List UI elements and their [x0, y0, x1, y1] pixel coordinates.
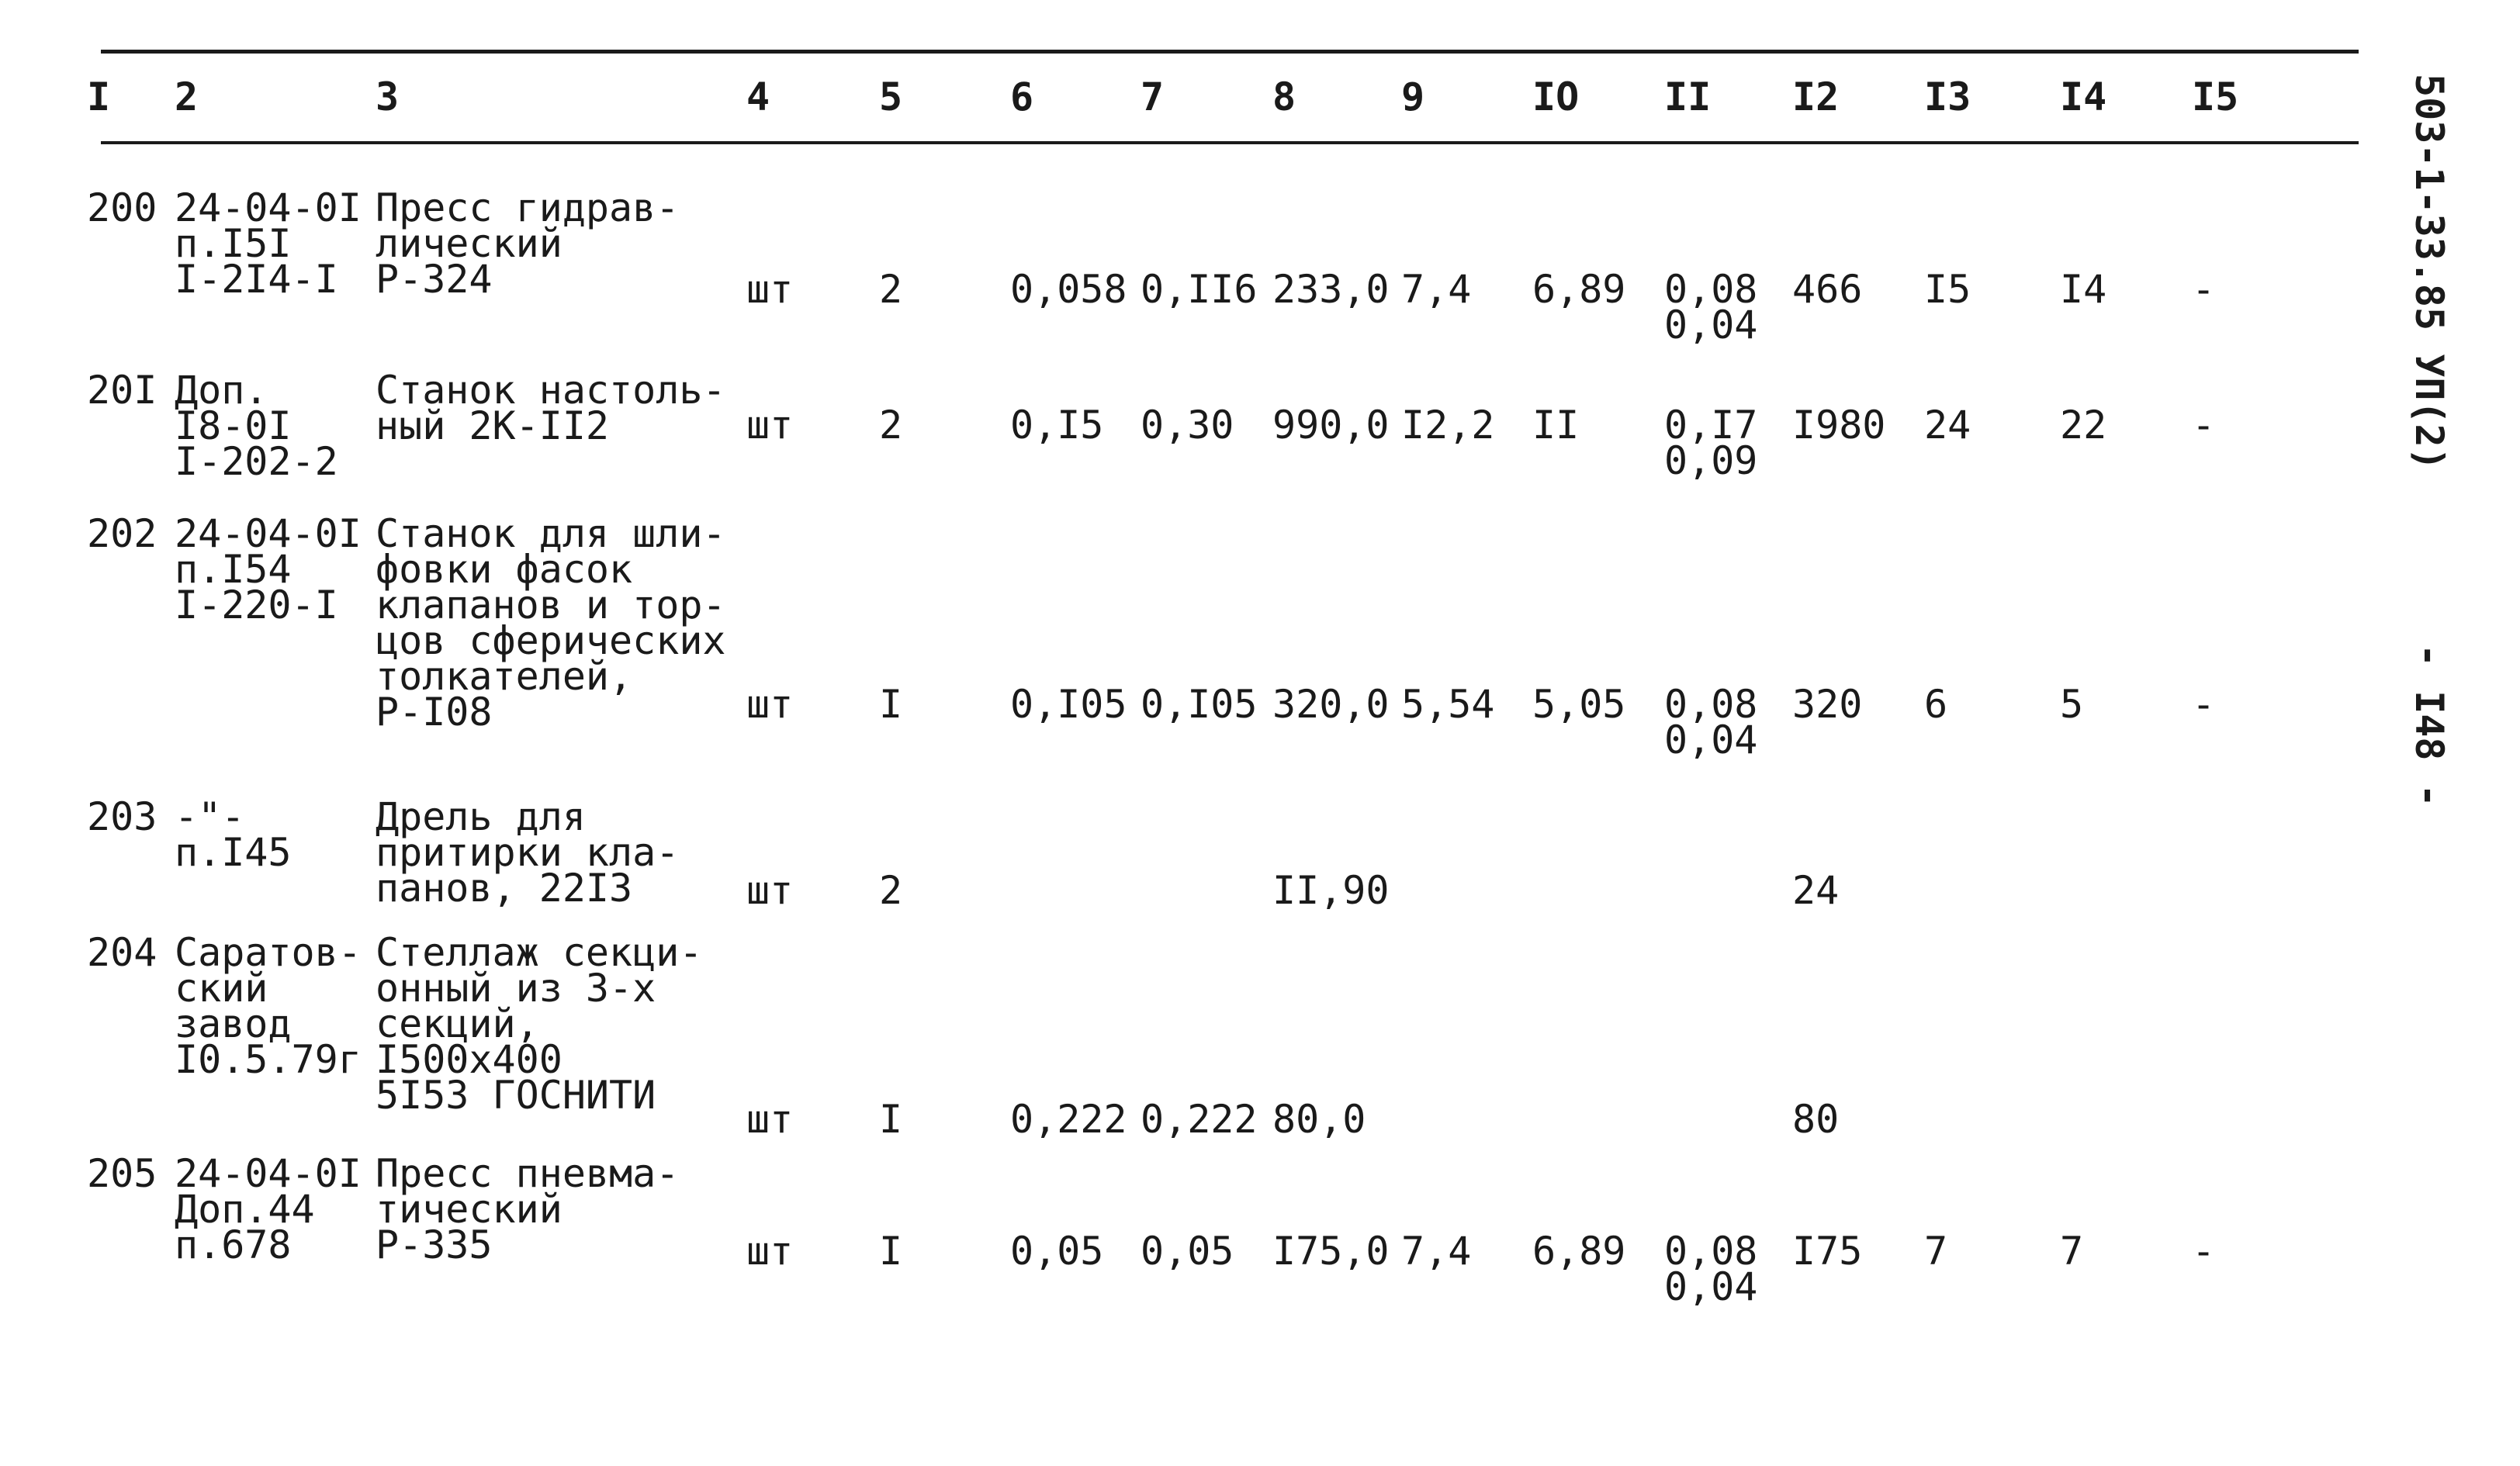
- cell-c7: 0,05: [1141, 1229, 1234, 1274]
- cell-c4: шт: [746, 267, 794, 312]
- column-header-7: 7: [1141, 74, 1165, 119]
- column-header-10: IO: [1532, 74, 1580, 119]
- cell-c10: 6,89: [1532, 267, 1626, 312]
- column-header-1: I: [87, 74, 111, 119]
- cell-c2: 24-04-0I п.I54 I-220-I: [175, 511, 362, 628]
- cell-c4: шт: [746, 1097, 794, 1142]
- cell-c8: 990,0: [1272, 403, 1390, 448]
- cell-num: 202: [87, 511, 158, 556]
- cell-c13: 6: [1924, 682, 1948, 727]
- column-header-14: I4: [2060, 74, 2107, 119]
- cell-c2: Саратов- ский завод I0.5.79г: [175, 930, 362, 1082]
- cell-num: 205: [87, 1151, 158, 1196]
- cell-c8: II,90: [1272, 868, 1390, 913]
- cell-c7: 0,222: [1141, 1097, 1258, 1142]
- cell-c6: 0,058: [1010, 267, 1127, 312]
- cell-c7: 0,30: [1141, 403, 1234, 448]
- cell-num: 200: [87, 185, 158, 230]
- cell-c9: 7,4: [1401, 267, 1472, 312]
- cell-c12: 80: [1792, 1097, 1840, 1142]
- cell-c11: 0,08 0,04: [1664, 1229, 1758, 1309]
- cell-c12: I980: [1792, 403, 1886, 448]
- cell-c4: шт: [746, 403, 794, 448]
- column-header-11: II: [1664, 74, 1712, 119]
- cell-c6: 0,222: [1010, 1097, 1127, 1142]
- cell-c13: 7: [1924, 1229, 1948, 1274]
- cell-c6: 0,I5: [1010, 403, 1104, 448]
- cell-c2: -"- п.I45: [175, 794, 292, 875]
- cell-c8: I75,0: [1272, 1229, 1390, 1274]
- column-header-15: I5: [2192, 74, 2239, 119]
- cell-c6: 0,05: [1010, 1229, 1104, 1274]
- column-header-2: 2: [175, 74, 199, 119]
- page-number: - I48 -: [2407, 644, 2452, 807]
- cell-c12: 466: [1792, 267, 1863, 312]
- cell-c6: 0,I05: [1010, 682, 1127, 727]
- cell-c8: 233,0: [1272, 267, 1390, 312]
- cell-c10: 5,05: [1532, 682, 1626, 727]
- cell-c7: 0,II6: [1141, 267, 1258, 312]
- cell-num: 203: [87, 794, 158, 839]
- cell-c2: Доп. I8-0I I-202-2: [175, 368, 338, 484]
- cell-c15: -: [2192, 403, 2216, 448]
- cell-c8: 80,0: [1272, 1097, 1366, 1142]
- cell-c9: I2,2: [1401, 403, 1495, 448]
- cell-c3: Стеллаж секци- онный из 3-х секций, I500х400 5I53 ГОСНИТИ: [376, 930, 703, 1118]
- cell-c5: 2: [879, 267, 903, 312]
- cell-c3: Пресс пневма- тический Р-335: [376, 1151, 680, 1267]
- header-rule: [101, 141, 2359, 144]
- cell-c5: 2: [879, 403, 903, 448]
- cell-c5: I: [879, 1097, 903, 1142]
- cell-c14: 5: [2060, 682, 2084, 727]
- cell-c14: 7: [2060, 1229, 2084, 1274]
- cell-c10: II: [1532, 403, 1580, 448]
- cell-num: 20I: [87, 368, 158, 413]
- cell-c8: 320,0: [1272, 682, 1390, 727]
- cell-c13: 24: [1924, 403, 1971, 448]
- cell-c7: 0,I05: [1141, 682, 1258, 727]
- column-header-5: 5: [879, 74, 903, 119]
- cell-c4: шт: [746, 682, 794, 727]
- cell-c11: 0,08 0,04: [1664, 267, 1758, 347]
- cell-c5: I: [879, 1229, 903, 1274]
- cell-c3: Станок настоль- ный 2К-II2: [376, 368, 726, 448]
- cell-c13: I5: [1924, 267, 1971, 312]
- cell-c12: 24: [1792, 868, 1840, 913]
- column-header-12: I2: [1792, 74, 1840, 119]
- cell-c15: -: [2192, 1229, 2216, 1274]
- cell-c9: 5,54: [1401, 682, 1495, 727]
- document-code: 503-1-33.85 УП(2): [2407, 74, 2452, 471]
- cell-c9: 7,4: [1401, 1229, 1472, 1274]
- cell-c5: 2: [879, 868, 903, 913]
- top-rule: [101, 50, 2359, 54]
- column-header-8: 8: [1272, 74, 1296, 119]
- cell-c3: Дрель для притирки кла- панов, 22I3: [376, 794, 680, 911]
- cell-c2: 24-04-0I п.I5I I-2I4-I: [175, 185, 362, 302]
- cell-c5: I: [879, 682, 903, 727]
- cell-c15: -: [2192, 267, 2216, 312]
- cell-c4: шт: [746, 868, 794, 913]
- cell-c10: 6,89: [1532, 1229, 1626, 1274]
- cell-c12: 320: [1792, 682, 1863, 727]
- cell-c4: шт: [746, 1229, 794, 1274]
- cell-c11: 0,08 0,04: [1664, 682, 1758, 762]
- cell-c3: Станок для шли- фовки фасок клапанов и тор- цов сферических толкателей, Р-I08: [376, 511, 726, 735]
- cell-c3: Пресс гидрав- лический Р-324: [376, 185, 680, 302]
- cell-c2: 24-04-0I Доп.44 п.678: [175, 1151, 362, 1267]
- column-header-4: 4: [746, 74, 770, 119]
- column-header-3: 3: [376, 74, 400, 119]
- column-header-6: 6: [1010, 74, 1034, 119]
- cell-c15: -: [2192, 682, 2216, 727]
- cell-c11: 0,I7 0,09: [1664, 403, 1758, 483]
- cell-c14: 22: [2060, 403, 2107, 448]
- cell-c12: I75: [1792, 1229, 1863, 1274]
- column-header-13: I3: [1924, 74, 1971, 119]
- cell-num: 204: [87, 930, 158, 975]
- column-header-9: 9: [1401, 74, 1425, 119]
- cell-c14: I4: [2060, 267, 2107, 312]
